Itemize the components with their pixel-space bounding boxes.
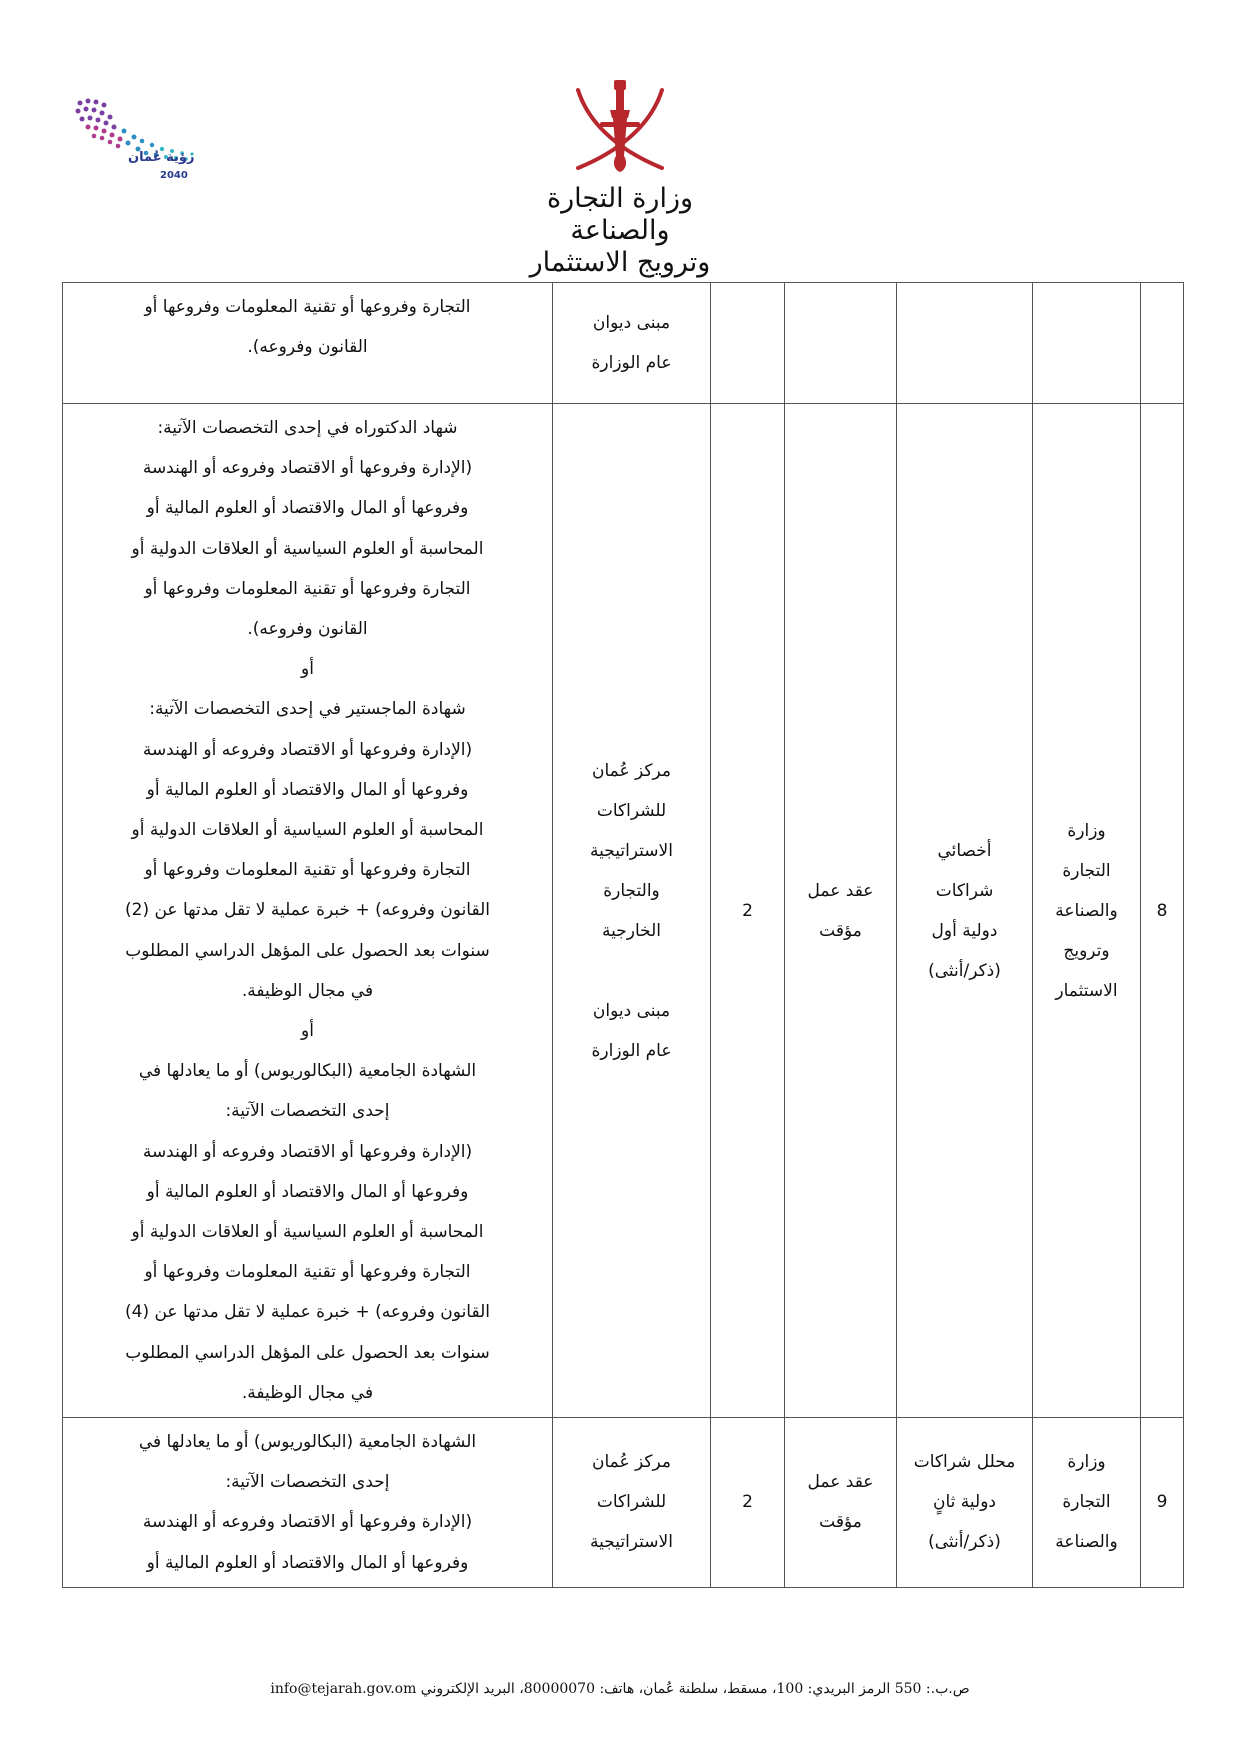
ministry-name xyxy=(510,183,730,279)
job-title-line: شراكات xyxy=(935,880,994,901)
serial-cell: 9 xyxy=(1141,1418,1184,1588)
entity-line: وزارة xyxy=(1067,1452,1106,1473)
qualification-cell xyxy=(63,283,553,404)
table-row xyxy=(63,283,1184,404)
count-cell: 2 xyxy=(711,404,785,1418)
contract-type-cell xyxy=(785,404,897,1418)
location-line: للشراكات xyxy=(596,800,667,821)
qualification-line: القانون وفروعه) + خبرة عملية لا تقل مدتها عن (4) xyxy=(124,1302,490,1323)
qualification-line: في مجال الوظيفة. xyxy=(241,1382,374,1403)
qualification-line: سنوات بعد الحصول على المؤهل الدراسي المطلوب xyxy=(125,940,490,961)
entity-line: وترويج xyxy=(1063,940,1110,961)
count-cell: 2 xyxy=(711,1418,785,1588)
location-cell xyxy=(553,283,711,404)
job-title-line: (ذكر/أنثى) xyxy=(928,1532,1001,1553)
contract-type-cell xyxy=(785,283,897,404)
location-line: مركز عُمان xyxy=(592,1452,671,1473)
table-row xyxy=(63,1418,1184,1588)
job-title-cell xyxy=(897,1418,1033,1588)
contract-line: عقد عمل xyxy=(807,1472,874,1493)
qualification-line: المحاسبة أو العلوم السياسية أو العلاقات الدولية أو xyxy=(131,820,484,841)
location-line: مبنى ديوان xyxy=(592,313,671,333)
contract-line: مؤقت xyxy=(819,1512,862,1533)
entity-line: وزارة xyxy=(1067,820,1106,841)
qualification-line: المحاسبة أو العلوم السياسية أو العلاقات الدولية أو xyxy=(131,1222,484,1243)
qualification-cell xyxy=(63,404,553,1418)
location-line: للشراكات xyxy=(596,1492,667,1513)
job-title-cell xyxy=(897,404,1033,1418)
qualification-line: التجارة وفروعها أو تقنية المعلومات وفروعها أو xyxy=(144,297,471,317)
oman-national-emblem-icon xyxy=(570,78,670,178)
qualification-line: (الإدارة وفروعها أو الاقتصاد وفروعه أو الهندسة xyxy=(142,1512,473,1533)
qualification-line: شهاد الدكتوراه في إحدى التخصصات الآتية: xyxy=(157,418,458,438)
location-line xyxy=(559,951,704,991)
qualification-line: التجارة وفروعها أو تقنية المعلومات وفروعها أو xyxy=(144,578,471,599)
location-line: عام الوزارة xyxy=(591,353,672,373)
qualification-line: شهادة الماجستير في إحدى التخصصات الآتية: xyxy=(149,699,466,720)
jobs-table xyxy=(62,282,1184,1588)
entity-line: التجارة xyxy=(1062,860,1111,881)
qualification-line: الشهادة الجامعية (البكالوريوس) أو ما يعادلها في xyxy=(138,1061,477,1082)
oman-vision-2040-logo xyxy=(68,95,238,190)
footer-contact: ص.ب.: 550 الرمز البريدي: 100، مسقط، سلطنة عُمان، هاتف: 80000070، البريد الإلكتروني info@tejarah.gov.om xyxy=(270,1681,970,1697)
location-line: مركز عُمان xyxy=(592,760,671,781)
qualification-line: أو xyxy=(301,1021,314,1042)
qualification-line: التجارة وفروعها أو تقنية المعلومات وفروعها أو xyxy=(144,860,471,881)
job-title-line: دولية أول xyxy=(931,920,998,941)
entity-line: والصناعة xyxy=(1055,900,1118,921)
entity-cell xyxy=(1033,283,1141,404)
qualification-line: القانون وفروعه). xyxy=(247,337,368,358)
location-line: والتجارة xyxy=(603,880,660,901)
location-line: مبنى ديوان xyxy=(592,1000,671,1021)
location-line: الاستراتيجية xyxy=(590,840,673,861)
count-cell xyxy=(711,283,785,404)
job-title-line: دولية ثانٍ xyxy=(932,1492,996,1513)
contract-line: عقد عمل xyxy=(807,880,874,901)
qualification-line: الشهادة الجامعية (البكالوريوس) أو ما يعادلها في xyxy=(138,1432,477,1453)
location-cell xyxy=(553,404,711,1418)
ministry-name-line2: وترويج الاستثمار xyxy=(529,247,711,278)
location-line: الاستراتيجية xyxy=(590,1532,673,1553)
vision-logo-year: 2040 xyxy=(160,170,188,181)
entity-cell xyxy=(1033,404,1141,1418)
entity-line: الاستثمار xyxy=(1055,980,1118,1001)
qualification-line: إحدى التخصصات الآتية: xyxy=(225,1472,390,1493)
qualification-line: أو xyxy=(301,659,314,680)
qualification-line: التجارة وفروعها أو تقنية المعلومات وفروعها أو xyxy=(144,1262,471,1283)
qualification-line: المحاسبة أو العلوم السياسية أو العلاقات الدولية أو xyxy=(131,538,484,559)
job-title-cell xyxy=(897,283,1033,404)
entity-cell xyxy=(1033,1418,1141,1588)
job-title-line: أخصائي xyxy=(937,840,992,861)
entity-line: التجارة xyxy=(1062,1492,1111,1513)
qualification-line: القانون وفروعه). xyxy=(247,619,368,640)
job-title-line: محلل شراكات xyxy=(913,1452,1016,1473)
serial-cell: 8 xyxy=(1141,404,1184,1418)
location-cell xyxy=(553,1418,711,1588)
job-title-line: (ذكر/أنثى) xyxy=(928,960,1001,981)
contract-line: مؤقت xyxy=(819,920,862,941)
qualification-cell xyxy=(63,1418,553,1588)
qualification-line: سنوات بعد الحصول على المؤهل الدراسي المطلوب xyxy=(125,1342,490,1363)
serial-cell xyxy=(1141,283,1184,404)
qualification-line: في مجال الوظيفة. xyxy=(241,980,374,1001)
table-row xyxy=(63,404,1184,1418)
location-line: الخارجية xyxy=(601,920,662,941)
qualification-line: إحدى التخصصات الآتية: xyxy=(225,1101,390,1122)
qualification-line: (الإدارة وفروعها أو الاقتصاد وفروعه أو الهندسة xyxy=(142,739,473,760)
vision-logo-text: رؤية عُمان xyxy=(128,150,195,165)
qualification-line: (الإدارة وفروعها أو الاقتصاد وفروعه أو الهندسة xyxy=(142,1141,473,1162)
ministry-name-line1: وزارة التجارة والصناعة xyxy=(546,183,694,246)
contract-type-cell xyxy=(785,1418,897,1588)
qualification-line: وفروعها أو المال والاقتصاد أو العلوم المالية أو xyxy=(146,498,469,519)
location-line: عام الوزارة xyxy=(591,1040,672,1061)
qualification-line: وفروعها أو المال والاقتصاد أو العلوم المالية أو xyxy=(146,1181,469,1202)
qualification-line: وفروعها أو المال والاقتصاد أو العلوم المالية أو xyxy=(146,1552,469,1573)
qualification-line: (الإدارة وفروعها أو الاقتصاد وفروعه أو الهندسة xyxy=(142,458,473,479)
qualification-line: وفروعها أو المال والاقتصاد أو العلوم المالية أو xyxy=(146,779,469,800)
qualification-line: القانون وفروعه) + خبرة عملية لا تقل مدتها عن (2) xyxy=(124,900,490,921)
entity-line: والصناعة xyxy=(1055,1532,1118,1553)
